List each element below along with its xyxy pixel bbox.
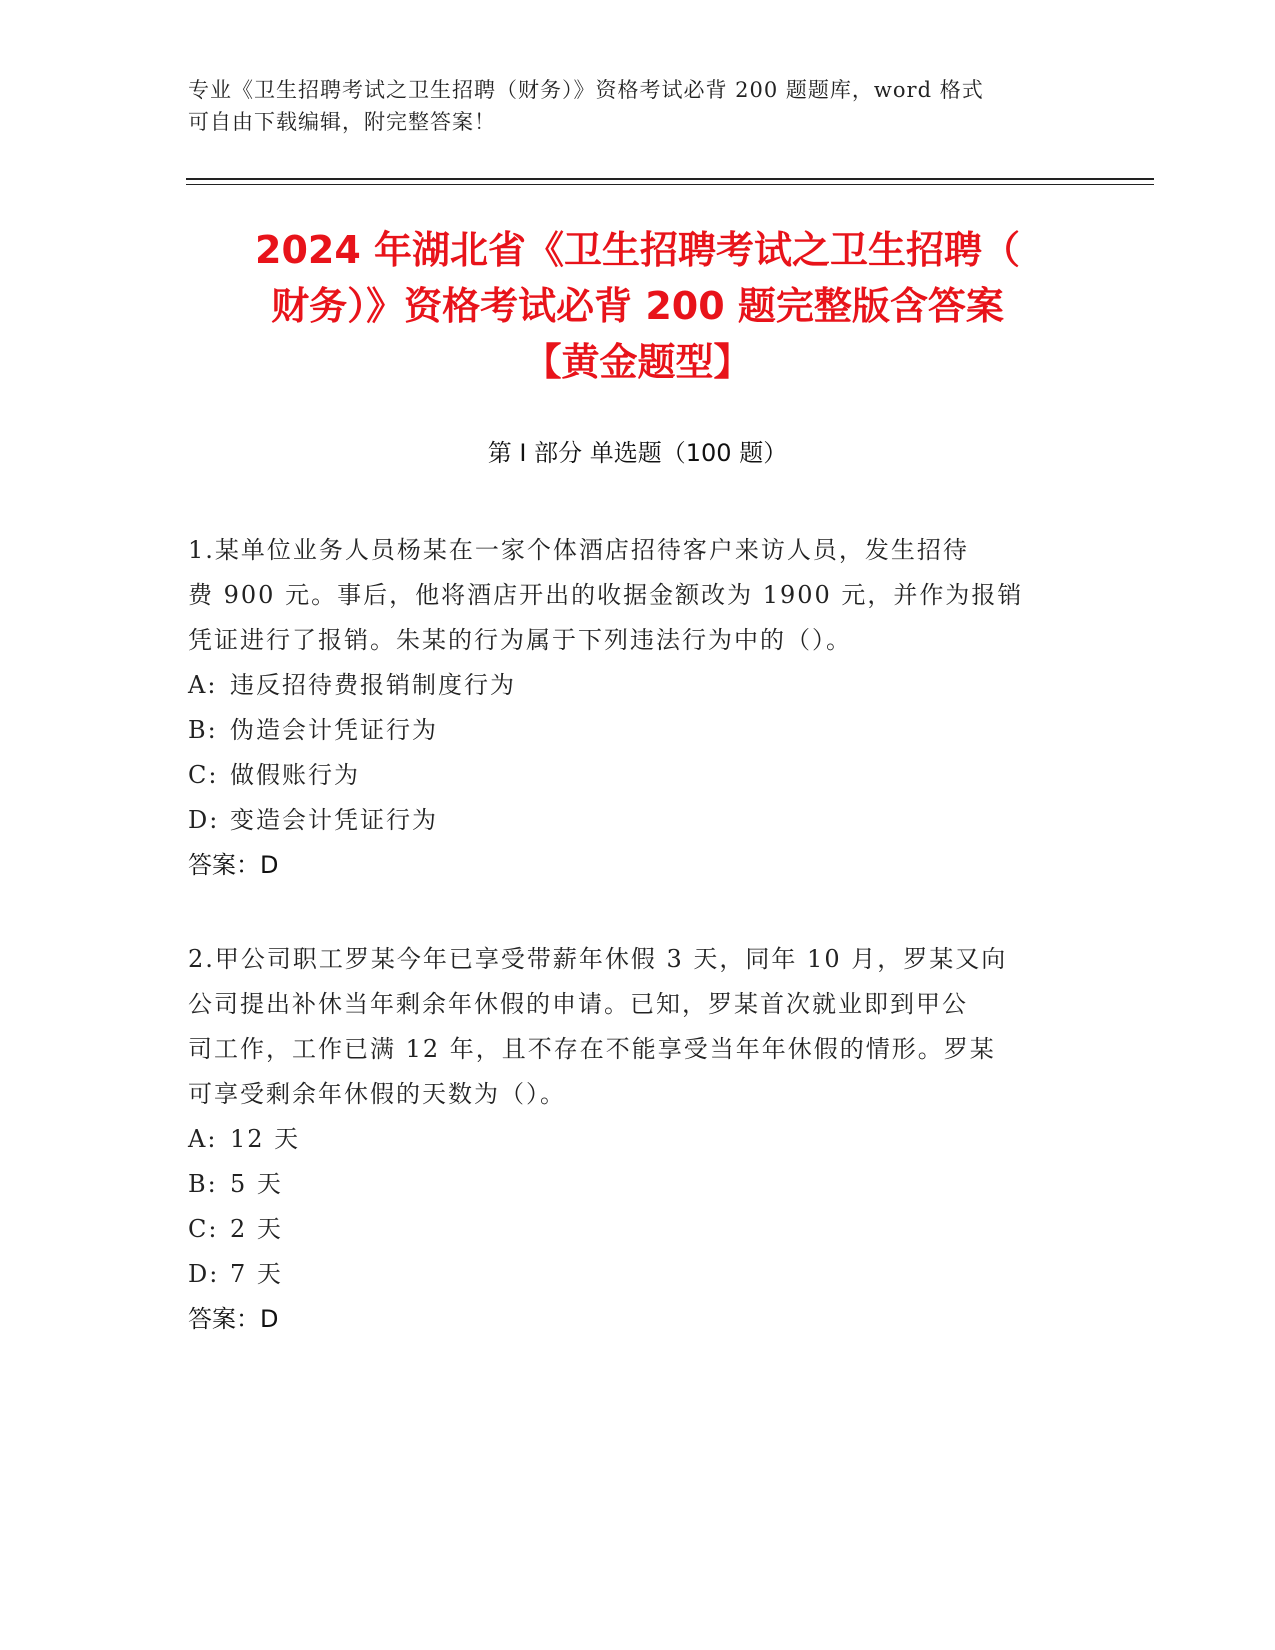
option-text: 做假账行为 [230, 761, 360, 789]
header-note [188, 74, 1068, 138]
question-stem-line: 凭证进行了报销。朱某的行为属于下列违法行为中的（）。 [188, 626, 852, 654]
title-line3: 【黄金题型】 [523, 340, 752, 384]
document-title [150, 222, 1125, 390]
option-key: B: [188, 716, 218, 744]
option-text: 12 天 [230, 1125, 301, 1153]
option-b [188, 708, 1068, 753]
option-text: 7 天 [230, 1260, 283, 1288]
question-2 [188, 937, 1068, 1342]
option-key: D: [188, 1260, 220, 1288]
option-c [188, 753, 1068, 798]
option-key: D: [188, 806, 220, 834]
header-divider-thin [186, 184, 1154, 185]
option-d [188, 1252, 1068, 1297]
option-key: A: [188, 671, 218, 699]
option-a [188, 1117, 1068, 1162]
option-key: A: [188, 1125, 218, 1153]
option-text: 2 天 [230, 1215, 283, 1243]
option-text: 变造会计凭证行为 [230, 806, 438, 834]
section-title: 第 I 部分 单选题（100 题） [487, 439, 788, 467]
option-c [188, 1207, 1068, 1252]
question-1 [188, 528, 1068, 888]
option-text: 违反招待费报销制度行为 [230, 671, 516, 699]
option-key: B: [188, 1170, 218, 1198]
option-text: 5 天 [230, 1170, 283, 1198]
title-line2: 财务）》资格考试必背 200 题完整版含答案 [271, 284, 1004, 328]
question-stem-line: 可享受剩余年休假的天数为（）。 [188, 1080, 566, 1108]
option-a [188, 663, 1068, 708]
answer: 答案：D [188, 1305, 279, 1333]
option-d [188, 798, 1068, 843]
option-key: C: [188, 761, 219, 789]
answer: 答案：D [188, 851, 279, 879]
option-text: 伪造会计凭证行为 [230, 716, 438, 744]
question-stem-line: 公司提出补休当年剩余年休假的申请。已知，罗某首次就业即到甲公 [188, 990, 968, 1018]
question-stem-line: 司工作，工作已满 12 年，且不存在不能享受当年年休假的情形。罗某 [188, 1035, 996, 1063]
question-stem-line: 2.甲公司职工罗某今年已享受带薪年休假 3 天，同年 10 月，罗某又向 [188, 945, 1008, 973]
title-line1: 2024 年湖北省《卫生招聘考试之卫生招聘（ [255, 228, 1020, 272]
question-stem-line: 费 900 元。事后，他将酒店开出的收据金额改为 1900 元，并作为报销 [188, 581, 1024, 609]
question-stem-line: 1.某单位业务人员杨某在一家个体酒店招待客户来访人员，发生招待 [188, 536, 969, 564]
header-divider-thick [186, 178, 1154, 180]
header-note-line2: 可自由下载编辑，附完整答案！ [188, 110, 496, 134]
option-b [188, 1162, 1068, 1207]
option-key: C: [188, 1215, 219, 1243]
header-note-line1: 专业《卫生招聘考试之卫生招聘（财务）》资格考试必背 200 题题库，word 格式 [188, 78, 984, 102]
